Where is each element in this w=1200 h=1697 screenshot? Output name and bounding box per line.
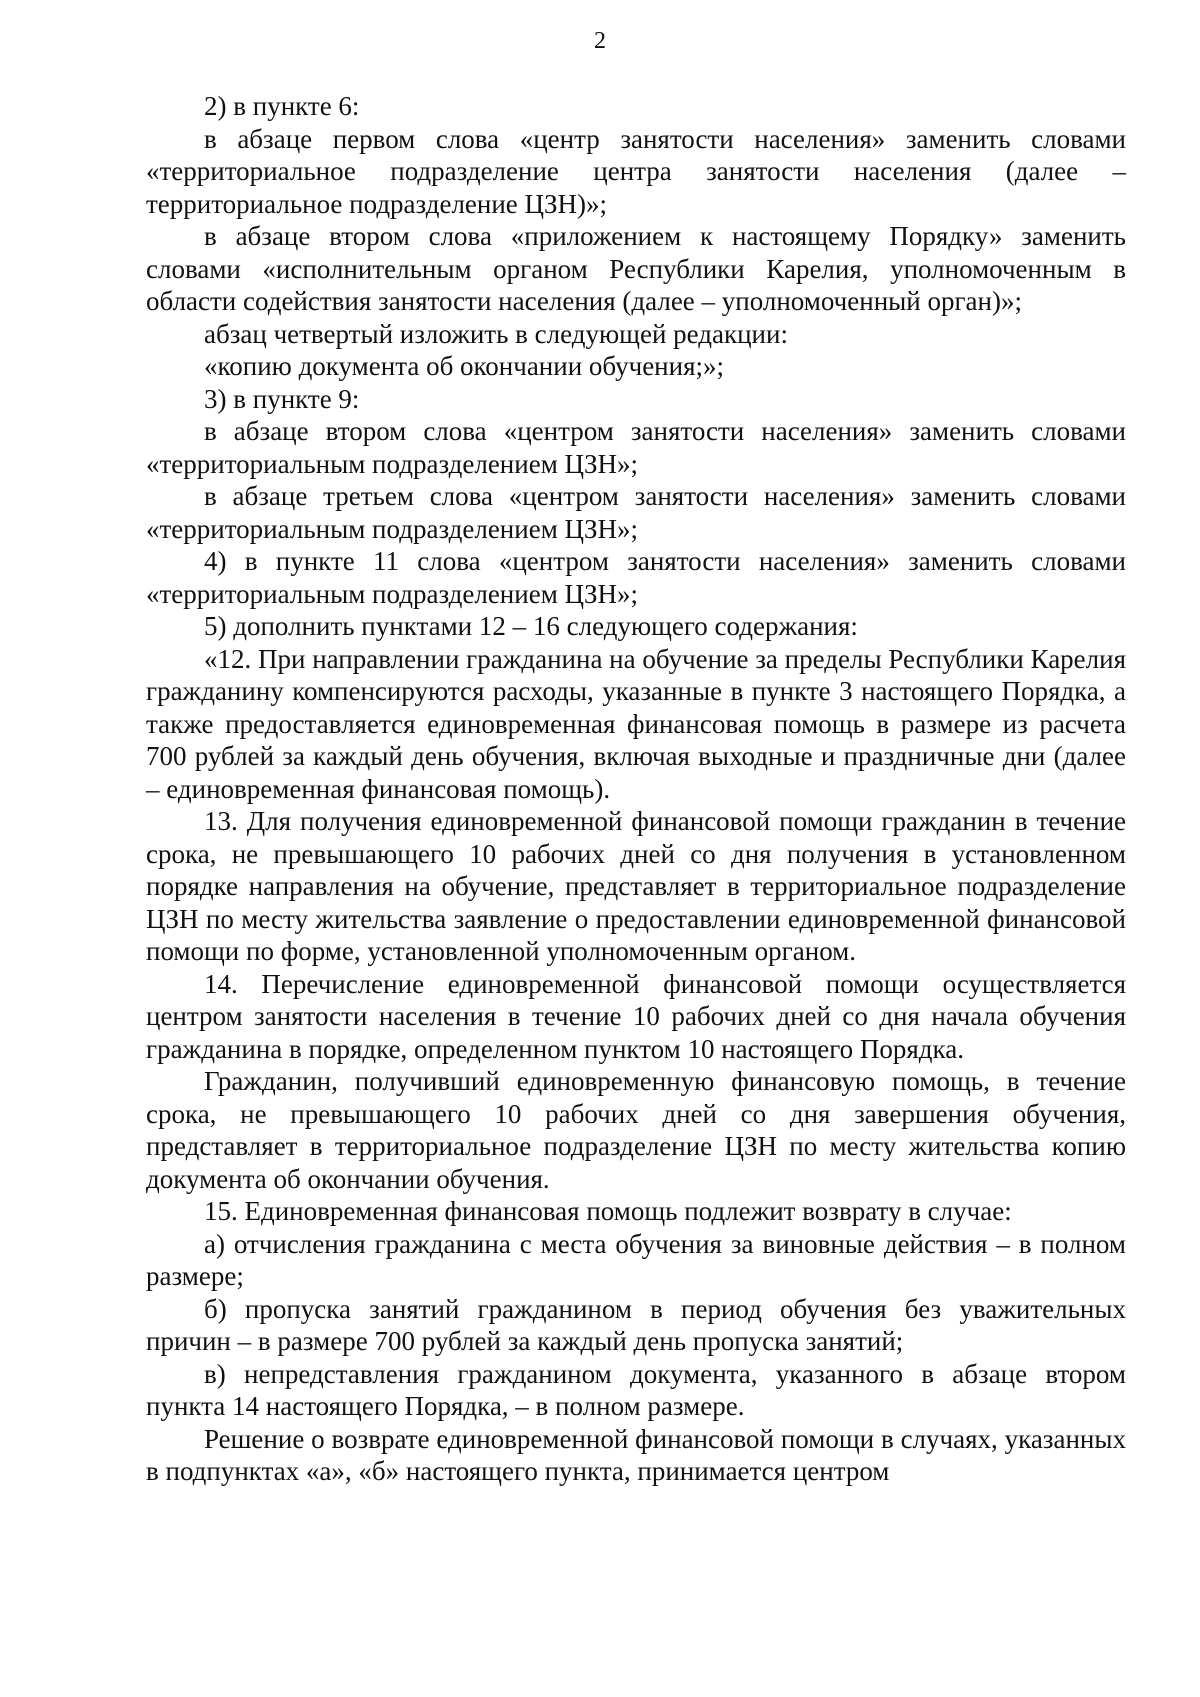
paragraph: 2) в пункте 6:: [204, 91, 360, 121]
paragraph: Гражданин, получивший единовременную финансовую помощь, в течение срока, не превышающего 10 рабочих дней со дня завершения обучения, представляет в территориальное подразделение ЦЗН по месту жительства копию документа об окончании обучения.: [146, 1066, 1126, 1194]
paragraph: 5) дополнить пунктами 12 – 16 следующего содержания:: [204, 611, 858, 641]
document-body: [146, 90, 1126, 1488]
paragraph: 13. Для получения единовременной финансовой помощи гражданин в течение срока, не превышающего 10 рабочих дней со дня получения в установленном порядке направления на обучение, представляет в территориальное подразделение ЦЗН по месту жительства заявление о предоставлении единовременной финансовой помощи по форме, установленной уполномоченным органом.: [146, 806, 1126, 966]
page-number: 2: [594, 28, 606, 54]
paragraph: в) непредставления гражданином документа, указанного в абзаце втором пункта 14 настоящего Порядка, – в полном размере.: [146, 1358, 1126, 1421]
paragraph: б) пропуска занятий гражданином в период обучения без уважительных причин – в размере 700 рублей за каждый день пропуска занятий;: [146, 1293, 1126, 1356]
paragraph: в абзаце третьем слова «центром занятости населения» заменить словами «территориальным подразделением ЦЗН»;: [146, 481, 1126, 544]
paragraph: в абзаце первом слова «центр занятости населения» заменить словами «территориальное подразделение центра занятости населения (далее – территориальное подразделение ЦЗН)»;: [146, 123, 1126, 219]
paragraph: «копию документа об окончании обучения;»;: [204, 351, 725, 381]
paragraph: «12. При направлении гражданина на обучение за пределы Республики Карелия гражданину компенсируются расходы, указанные в пункте 3 настоящего Порядка, а также предоставляется единовременная финансовая помощь в размере из расчета 700 рублей за каждый день обучения, включая выходные и праздничные дни (далее – единовременная финансовая помощь).: [146, 643, 1126, 804]
paragraph: 14. Перечисление единовременной финансовой помощи осуществляется центром занятости населения в течение 10 рабочих дней со дня начала обучения гражданина в порядке, определенном пунктом 10 настоящего Порядка.: [146, 968, 1126, 1064]
paragraph: 4) в пункте 11 слова «центром занятости населения» заменить словами «территориальным подразделением ЦЗН»;: [146, 546, 1126, 609]
paragraph: в абзаце втором слова «центром занятости населения» заменить словами «территориальным подразделением ЦЗН»;: [146, 416, 1126, 479]
paragraph: 15. Единовременная финансовая помощь подлежит возврату в случае:: [204, 1196, 1012, 1226]
paragraph: 3) в пункте 9:: [204, 383, 360, 414]
paragraph: Решение о возврате единовременной финансовой помощи в случаях, указанных в подпунктах «а», «б» настоящего пункта, принимается центром: [146, 1423, 1126, 1486]
paragraph: абзац четвертый изложить в следующей редакции:: [204, 318, 788, 349]
paragraph: а) отчисления гражданина с места обучения за виновные действия – в полном размере;: [146, 1228, 1126, 1291]
paragraph: в абзаце втором слова «приложением к настоящему Порядку» заменить словами «исполнительным органом Республики Карелия, уполномоченным в области содействия занятости населения (далее – уполномоченный орган)»;: [146, 221, 1126, 316]
